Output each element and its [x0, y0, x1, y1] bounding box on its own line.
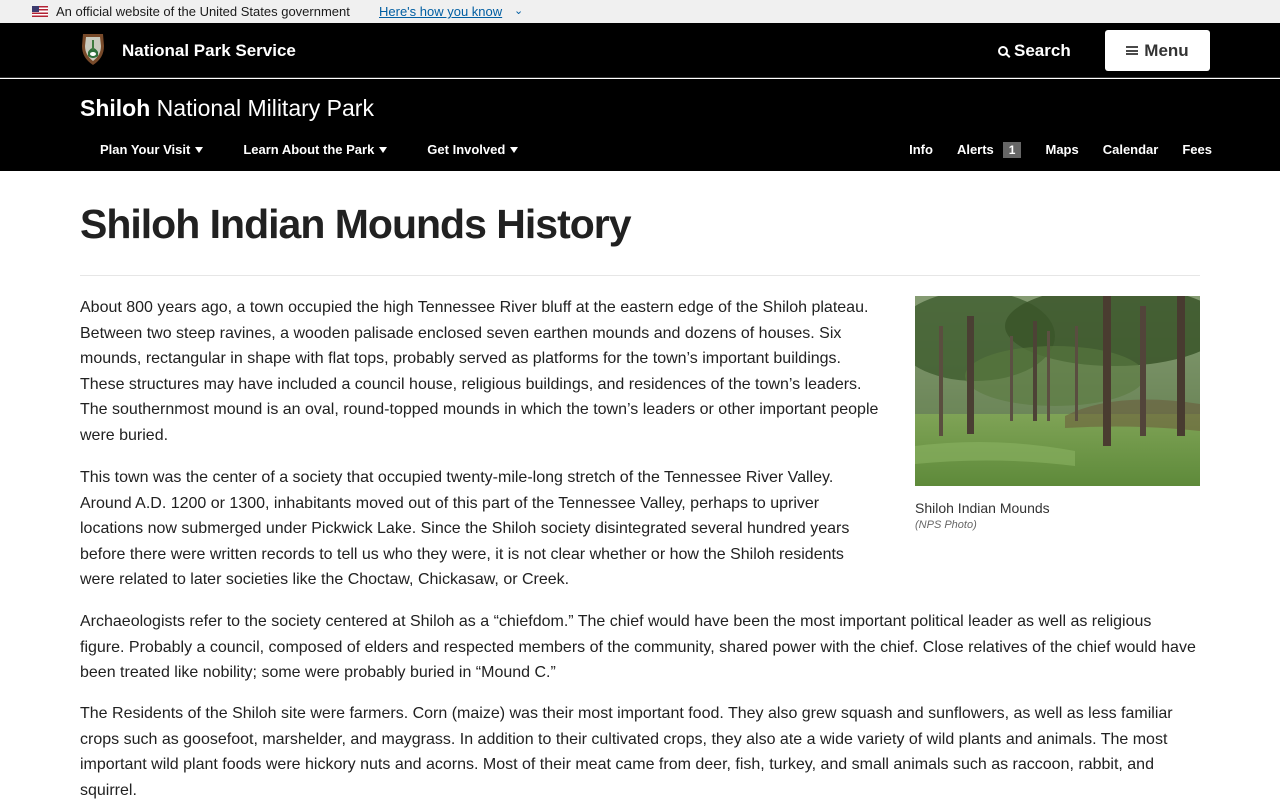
page-title: Shiloh Indian Mounds History: [80, 201, 631, 247]
park-nav-primary: [80, 137, 538, 163]
nps-header: [0, 23, 1280, 78]
figure: [915, 296, 1200, 533]
chevron-down-icon[interactable]: ⌄: [514, 5, 524, 17]
menu-label: Menu: [1144, 41, 1189, 60]
site-name-link[interactable]: National Park Service: [122, 41, 296, 60]
gov-banner: [0, 0, 1280, 23]
nav-plan-your-visit[interactable]: [80, 137, 223, 163]
hamburger-icon: [1126, 46, 1138, 55]
nav-calendar[interactable]: Calendar: [1102, 142, 1159, 157]
paragraph: The Residents of the Shiloh site were farmers. Corn (maize) was their most important food. They also grew squash and sunflowers, as well as less familiar crops such as goosefoot, marshelder, and maygrass. In addition to their cultivated crops, they also ate a wide variety of wild plants and animals. The most important wild plant foods were hickory nuts and acorns. Most of their meat came from deer, fish, turkey, and small animals such as raccoon, rabbit, and squirrel.: [80, 705, 1173, 799]
paragraph: This town was the center of a society that occupied twenty-mile-long stretch of the Tennessee River Valley. Around A.D. 1200 or 1300, inhabitants moved out of this part of the Tennessee Valley, perhaps to upriver locations now submerged under Pickwick Lake. Since the Shiloh society disintegrated several hundred years before there were written records to tell us who they were, it is not clear whether or how the Shiloh residents were related to later societies like the Choctaw, Chickasaw, or Creek.: [80, 469, 850, 589]
search-button[interactable]: [998, 23, 1071, 78]
caret-down-icon: [510, 147, 518, 153]
nav-alerts[interactable]: [933, 137, 1022, 163]
nav-maps[interactable]: Maps: [1045, 142, 1079, 157]
paragraph: Archaeologists refer to the society centered at Shiloh as a “chiefdom.” The chief would have been the most important political leader as well as religious figure. Probably a council, composed of elders and respected members of the community, shared power with the chief. Close relatives of the chief would have been treated like nobility; some were probably buried in “Mound C.”: [80, 613, 1196, 682]
title-divider: [80, 275, 1200, 276]
search-label: Search: [1014, 41, 1071, 60]
nav-info[interactable]: Info: [909, 142, 933, 157]
caret-down-icon: [195, 147, 203, 153]
nps-arrowhead-logo-icon[interactable]: [80, 32, 106, 66]
menu-button[interactable]: [1105, 30, 1210, 71]
official-text: An official website of the United States government: [56, 4, 350, 19]
photo-credit: (NPS Photo): [915, 519, 977, 531]
nav-fees[interactable]: Fees: [1182, 142, 1212, 157]
caret-down-icon: [379, 147, 387, 153]
figure-caption: Shiloh Indian Mounds: [915, 500, 1050, 516]
nav-learn-about-the-park[interactable]: [223, 137, 407, 163]
nav-label: Learn About the Park: [243, 142, 375, 157]
park-title-link[interactable]: [80, 95, 374, 122]
alerts-label: Alerts: [956, 142, 994, 157]
how-you-know-link[interactable]: Here's how you know: [379, 4, 503, 19]
park-header: [0, 79, 1280, 171]
nav-label: Get Involved: [427, 142, 506, 157]
park-name-rest: National Military Park: [150, 95, 374, 121]
paragraph: About 800 years ago, a town occupied the high Tennessee River bluff at the eastern edge of the Shiloh plateau. Between two steep ravines, a wooden palisade enclosed seven earthen mounds and dozens of houses. Six mounds, rectangular in shape with flat tops, probably served as platforms for the town’s important buildings. These structures may have included a council house, religious buildings, and residences of the town’s leaders. The southernmost mound is an oval, round-topped mounds in which the town’s leaders or other important people were buried.: [80, 299, 879, 444]
nav-label: Plan Your Visit: [100, 142, 191, 157]
us-flag-icon: [32, 6, 48, 17]
mounds-photo[interactable]: [915, 296, 1200, 486]
nav-get-involved[interactable]: [407, 137, 538, 163]
alerts-count-badge: 1: [1003, 142, 1022, 158]
park-name-bold: Shiloh: [80, 95, 151, 121]
park-nav-utility: [909, 137, 1212, 163]
search-icon: [998, 46, 1008, 56]
